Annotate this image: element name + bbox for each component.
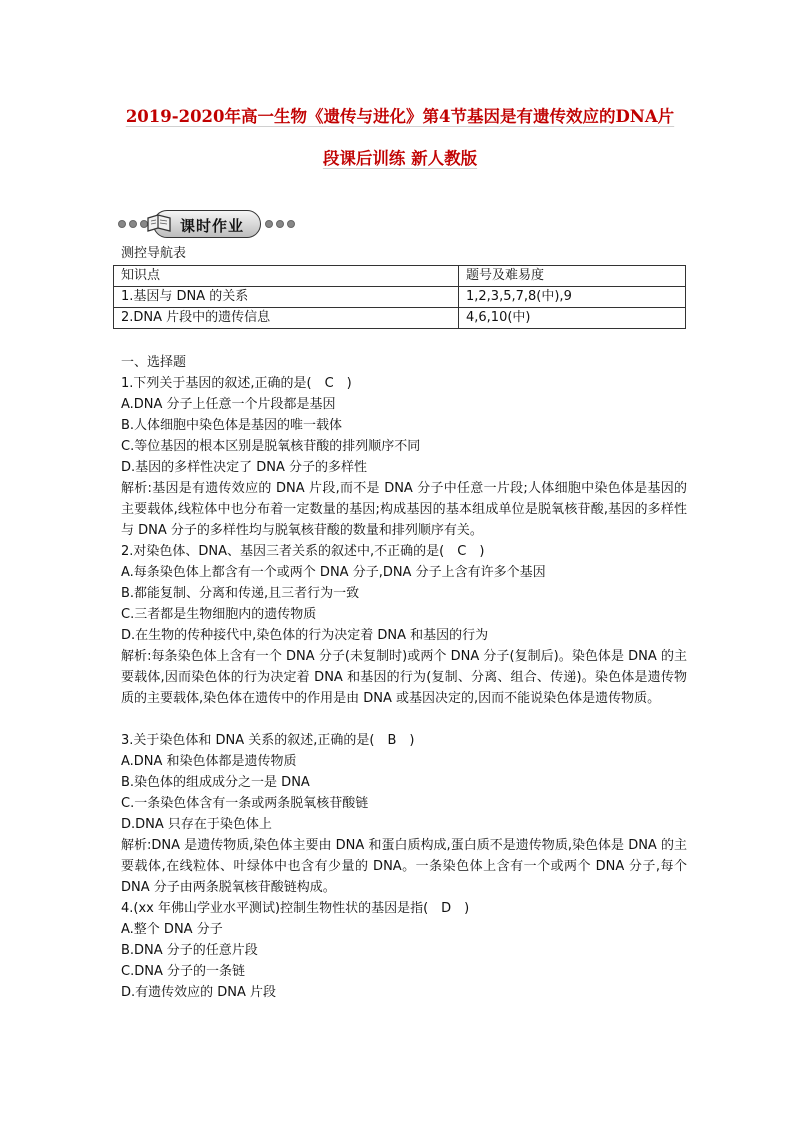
table-row [114,308,686,329]
answer-option: D.DNA 只存在于染色体上 [121,817,272,832]
answer-option: B.染色体的组成成分之一是 DNA [121,775,310,790]
table-header-row [114,266,686,287]
question-analysis: 解析:每条染色体上含有一个 DNA 分子(未复制时)或两个 DNA 分子(复制后)。染色体是 DNA 的主要载体,因而染色体的行为决定着 DNA 和基因的行为(复制、分离、组合、传递)。染色体是遗传物质的主要载体,染色体在遗传中的作用是由 DNA 或基因决定的,因而不能说染色体是遗传物质。 [121,649,687,706]
answer-option: D.基因的多样性决定了 DNA 分子的多样性 [121,460,368,475]
answer-option: A.每条染色体上都含有一个或两个 DNA 分子,DNA 分子上含有许多个基因 [121,565,546,580]
answer-option: A.DNA 和染色体都是遗传物质 [121,754,297,769]
table-cell: 1.基因与 DNA 的关系 [114,287,459,308]
answer-option: B.都能复制、分离和传递,且三者行为一致 [121,586,360,601]
table-header-cell: 知识点 [114,266,459,287]
answer-option: C.DNA 分子的一条链 [121,964,245,979]
answer-option: C.三者都是生物细胞内的遗传物质 [121,607,317,622]
table-header-cell: 题号及难易度 [459,266,686,287]
answer-option: D.在生物的传种接代中,染色体的行为决定着 DNA 和基因的行为 [121,628,489,643]
table-cell: 4,6,10(中) [459,308,686,329]
answer-option: A.DNA 分子上任意一个片段都是基因 [121,397,336,412]
answer-option: C.一条染色体含有一条或两条脱氧核苷酸链 [121,796,369,811]
book-icon [146,212,172,234]
question-stem: 2.对染色体、DNA、基因三者关系的叙述中,不正确的是( C ) [121,544,485,559]
question-analysis: 解析:DNA 是遗传物质,染色体主要由 DNA 和蛋白质构成,蛋白质不是遗传物质,染色体是 DNA 的主要载体,在线粒体、叶绿体中也含有少量的 DNA。一条染色体上含有一个或两个 DNA 分子,每个 DNA 分子由两条脱氧核苷酸链构成。 [121,838,687,895]
question-analysis: 解析:基因是有遗传效应的 DNA 片段,而不是 DNA 分子中任意一片段;人体细胞中染色体是基因的主要载体,线粒体中也分布着一定数量的基因;构成基因的基本组成单位是脱氧核苷酸,基因的多样性与 DNA 分子的多样性均与脱氧核苷酸的数量和排列顺序有关。 [121,481,687,538]
document-title-line-2: 段课后训练 新人教版 [322,149,478,168]
answer-option: A.整个 DNA 分子 [121,922,223,937]
question-stem: 4.(xx 年佛山学业水平测试)控制生物性状的基因是指( D ) [121,901,470,916]
table-caption: 测控导航表 [121,246,187,261]
banner-dots-left [118,220,148,230]
table-cell: 2.DNA 片段中的遗传信息 [114,308,459,329]
section-heading: 一、选择题 [121,355,187,370]
banner-dots-right [265,220,295,230]
banner-label: 课时作业 [180,217,245,235]
table-cell: 1,2,3,5,7,8(中),9 [459,287,686,308]
question-stem: 3.关于染色体和 DNA 关系的叙述,正确的是( B ) [121,733,415,748]
answer-option: B.人体细胞中染色体是基因的唯一载体 [121,418,343,433]
table-row [114,287,686,308]
answer-option: C.等位基因的根本区别是脱氧核苷酸的排列顺序不同 [121,439,421,454]
question-stem: 1.下列关于基因的叙述,正确的是( C ) [121,376,352,391]
navigation-table [113,265,686,329]
answer-option: D.有遗传效应的 DNA 片段 [121,985,277,1000]
document-title-line-1: 2019-2020年高一生物《遗传与进化》第4节基因是有遗传效应的DNA片 [125,107,675,126]
section-banner [118,210,294,240]
answer-option: B.DNA 分子的任意片段 [121,943,258,958]
